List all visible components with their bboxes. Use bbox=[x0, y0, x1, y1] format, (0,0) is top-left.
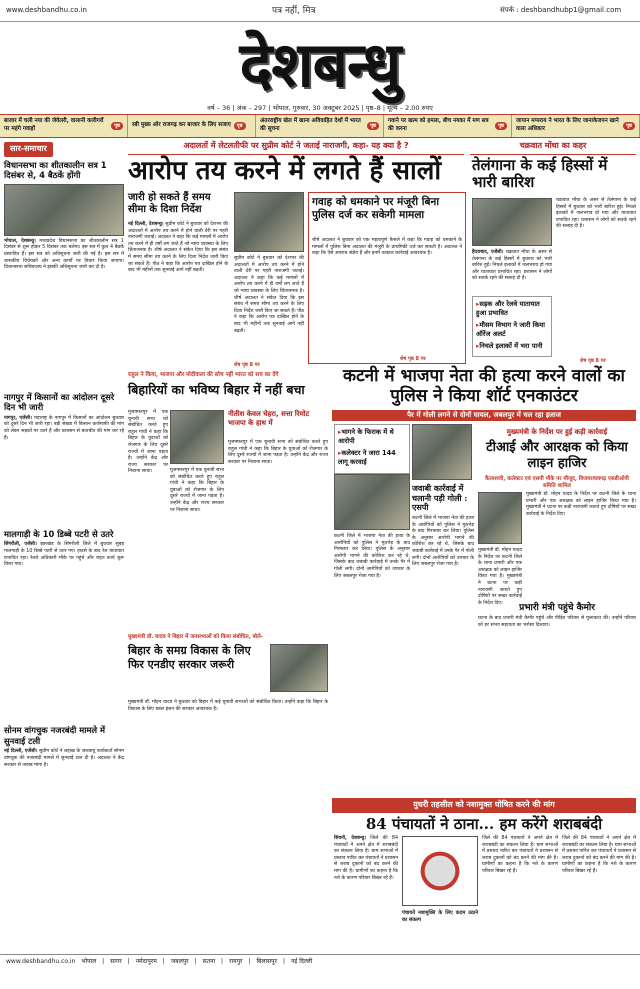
lead-headline[interactable]: आरोप तय करने में लगते हैं सालों bbox=[128, 156, 442, 186]
footer-city: सतना bbox=[202, 958, 216, 966]
teaser-item[interactable]: अंतरराष्ट्रीय खेल में खाना अविवाहित देशों में भारत की सूचना पृष्ठ bbox=[256, 115, 384, 137]
teaser-item[interactable]: बाजार में चली नया की जेवेलरी, वालानी कारीगरों पर महंगे गवाहों पृष्ठ bbox=[0, 115, 128, 137]
bihar-kicker: राहुल ने किया, भाजपा और मोदीवाला की सोच नहीं भारत को सच का देंगे bbox=[128, 372, 279, 378]
cm-kicker: मुख्यमंत्री के निर्देश पर हुई कड़ी कार्रवाई bbox=[506, 428, 608, 436]
bullet-item: ▸ मौसम विभाग ने जारी किया ऑरेंज अलर्ट bbox=[476, 321, 548, 339]
lead-subhead: जारी हो सकते हैं समय सीमा के दिशा निर्देश bbox=[128, 192, 211, 215]
supreme-court-photo bbox=[234, 192, 304, 252]
lead-body-col1: नई दिल्ली, देशबन्धु। सुप्रीम कोर्ट ने बुधवार को देशभर की अदालतों में आरोप तय करने में होने वाली देरी पर गहरी नाराजगी जताई। अदालत ने कहा कि कई मामलों में आरोप तय करने में ही वर्षों लग जाते हैं जो न्याय व्यवस्था के लिए चिंताजनक है। शीर्ष अदालत ने संकेत दिया कि इस संबंध में समय सीमा तय करने के लिए दिशा निर्देश जारी किए जा सकते हैं। पीठ ने कहा कि आरोप पत्र दाखिल होने के बाद भी महीनों तक सुनवाई आगे नहीं बढ़ती। bbox=[128, 222, 229, 274]
bihar2-body: मुख्यमंत्री डॉ. मोहन यादव ने बुधवार को बिहार में कई चुनावी सभाओं को संबोधित किया। उन्होंने कहा कि बिहार के विकास के लिए डबल इंजन की सरकार आवश्यक है। bbox=[128, 700, 328, 712]
witness-headline[interactable]: गवाह को धमकाने पर मंजूरी बिना पुलिस दर्ज कर सकेगी मामला bbox=[312, 196, 440, 222]
brief-title[interactable]: नागपुर में किसानों का आंदोलन दूसरे दिन भी जारी bbox=[4, 391, 115, 413]
brief-body: सुप्रीम कोर्ट ने लद्दाख के जलवायु कार्यकर्ता सोनम वांगचुक की नजरबंदी मामले में सुनवाई टाल दी है। अदालत ने केंद्र सरकार से जवाब मांगा है। bbox=[4, 749, 124, 768]
katni-body-col2: कटनी जिले में भाजपा नेता की हत्या के आरोपियों को पुलिस ने मुठभेड़ के बाद गिरफ्तार कर लिया। पुलिस के अनुसार आरोपी भागने की कोशिश कर रहे थे, जिसके बाद जवाबी कार्रवाई में उनके पैर में गोली लगी। दोनों आरोपियों को उपचार के लिए जबलपुर भेजा गया है। bbox=[412, 516, 474, 568]
bihar-body-col2: मुजफ्फरपुर में एक चुनावी सभा को संबोधित करते हुए राहुल गांधी ने कहा कि बिहार के युवाओं को रोजगार के लिए दूसरे राज्यों में जाना पड़ता है। उन्होंने केंद्र और राज्य सरकार पर निशाना साधा। bbox=[170, 468, 224, 513]
telangana-headline[interactable]: तेलंगाना के कई हिस्सों में भारी बारिश bbox=[472, 156, 608, 192]
liquor-body-col1: सिवनी, देशबन्धु। जिले की 84 पंचायतों ने अपने क्षेत्र में शराबबंदी का संकल्प लिया है। ग्राम सभाओं में प्रस्ताव पारित कर पंचायतों ने प्रशासन से शराब दुकानों को बंद करने की मांग की है। ग्रामीणों का कहना है कि नशे के कारण परिवार बिखर रहे हैं। bbox=[334, 836, 398, 881]
katni-photo-1 bbox=[412, 424, 472, 480]
footer-website[interactable]: www.deshbandhu.co.in bbox=[6, 958, 76, 966]
footer-city: नर्मदापुरम bbox=[135, 958, 157, 966]
telangana-body: हैदराबाद, एजेंसी। चक्रवात मोंथा के असर से तेलंगाना के कई हिस्सों में बुधवार को भारी बारिश हुई। निचले इलाकों में जलभराव हो गया और यातायात प्रभावित रहा। प्रशासन ने लोगों को सतर्क रहने की सलाह दी है। bbox=[472, 250, 552, 282]
katni-photo-2 bbox=[334, 474, 410, 530]
bullet-item: ▸ भागने के फिराक में थे आरोपी bbox=[338, 428, 406, 446]
footer-city: भोपाल bbox=[81, 958, 97, 966]
cm-sub-body: घटना के बाद प्रभारी मंत्री कैमोर पहुंचे और पीड़ित परिवार से मुलाकात की। उन्होंने परिवार को हर संभव सहायता का भरोसा दिलाया। bbox=[478, 616, 636, 628]
sidebar-header: सार-समाचार bbox=[4, 142, 53, 157]
cm-body: मुख्यमंत्री डॉ. मोहन यादव के निर्देश पर कटनी जिले के थाना प्रभारी और एक आरक्षक को लाइन हाजिर किया गया है। मुख्यमंत्री ने घटना पर कड़ी नाराजगी जताते हुए दोषियों पर सख्त कार्रवाई के निर्देश दिए। bbox=[526, 492, 636, 517]
contact-email[interactable]: संपर्क : deshbandhubp1@gmail.com bbox=[500, 6, 622, 14]
rahul-photo bbox=[170, 410, 224, 464]
katni-headline[interactable]: कटनी में भाजपा नेता की हत्या करने वालों का पुलिस ने किया शॉर्ट एनकाउंटर bbox=[343, 366, 625, 407]
cm-photo bbox=[478, 492, 522, 544]
bihar-pullquote: नीतीश केवल चेहरा, सत्ता रिमोट भाजपा के हाथ में bbox=[228, 410, 310, 427]
liquor-body-col4: जिले की 84 पंचायतों ने अपने क्षेत्र में शराबबंदी का संकल्प लिया है। ग्राम सभाओं में प्रस्ताव पारित कर पंचायतों ने प्रशासन से शराब दुकानों को बंद करने की मांग की है। ग्रामीणों का कहना है कि नशे के कारण परिवार बिखर रहे हैं। bbox=[562, 836, 636, 875]
cm-bihar-photo bbox=[270, 644, 328, 692]
liquor-caption: पंचायतें नशामुक्ति के लिए कदम उठाने का संकल्प bbox=[402, 910, 478, 923]
liquor-headline[interactable]: 84 पंचायतों ने ठाना... हम करेंगे शराबबंदी bbox=[365, 815, 603, 833]
cm-subhead: प्रभारी मंत्री पहुंचे कैमोर bbox=[519, 603, 595, 613]
witness-continued[interactable]: शेष पृष्ठ 8 पर bbox=[400, 356, 426, 362]
footer-city: बिलासपुर bbox=[256, 958, 277, 966]
bullet-item: ▸ निचले इलाकों में भरा पानी bbox=[476, 342, 548, 351]
no-liquor-graphic bbox=[402, 836, 478, 906]
bihar-headline[interactable]: बिहारियों का भविष्य बिहार में नहीं बचा bbox=[128, 382, 305, 397]
lead-kicker: अदालतों में लेटलतीफी पर सुप्रीम कोर्ट ने जताई नाराजगी, कहा- यह क्या है ? bbox=[183, 141, 409, 150]
teaser-bar bbox=[0, 114, 640, 138]
brief-title[interactable]: विधानसभा का शीतकालीन सत्र 1 दिसंबर से, 4 बैठकें होंगी bbox=[4, 159, 107, 181]
liquor-kicker: युधरी तहसील को नशामुक्त घोषित करने की मांग bbox=[332, 798, 636, 813]
sidebar-briefs: सार-समाचार विधानसभा का शीतकालीन सत्र 1 दिसंबर से, 4 बैठकें होंगी भोपाल, देशबन्धु। मध्यप्रदेश विधानसभा का शीतकालीन सत्र 1 दिसंबर से शुरू होकर 5 दिसंबर तक चलेगा। इस सत्र में कुल 4 बैठकें प्रस्तावित हैं। इस सत्र को अधिसूचना जारी की गई है। इस सत्र में शासकीय विधेयकों और अन्य कार्यों पर विचार किया जाएगा। विधानसभा सचिवालय ने इसकी अधिसूचना जारी कर दी है। नागपुर में किसानों का आंदोलन दूसरे दिन भी जारी नागपुर, एजेंसी। महाराष्ट्र के नागपुर में किसानों का आंदोलन बुधवार को दूसरे दिन भी जारी रहा। बड़ी संख्या में किसान कर्जमाफी की मांग को लेकर सड़कों पर उतरे हैं और प्रशासन से बातचीत की मांग कर रहे हैं। मालगाड़ी के 10 डिब्बे पटरी से उतरे सिंगरौली, एजेंसी। झारखंड के सिंगरौली जिले में बुधवार सुबह मालगाड़ी के 10 डिब्बे पटरी से उतर गए। हादसे के बाद रेल यातायात प्रभावित रहा। रेलवे अधिकारी मौके पर पहुंचे और राहत कार्य शुरू किया गया। सोनम वांगचुक नजरबंदी मामले में सुनवाई टली नई दिल्ली, एजेंसी। सुप्रीम कोर्ट ने लद्दाख के जलवायु कार्यकर्ता सोनम वांगचुक की नजरबंदी मामले में सुनवाई टाल दी है। अदालत ने केंद्र सरकार से जवाब मांगा है। bbox=[4, 144, 124, 768]
lead-continued[interactable]: शेष पृष्ठ 8 पर bbox=[234, 362, 260, 368]
katni-strap: पैर में गोली लगने से दोनों घायल, जबलपुर में चल रहा इलाज bbox=[332, 410, 636, 421]
brief-body: महाराष्ट्र के नागपुर में किसानों का आंदोलन बुधवार को दूसरे दिन भी जारी रहा। बड़ी संख्या में किसान कर्जमाफी की मांग को लेकर सड़कों पर उतरे हैं और प्रशासन से बातचीत की मांग कर रहे हैं। bbox=[4, 415, 124, 441]
bihar-body-col1: मुजफ्फरपुर में एक चुनावी सभा को संबोधित करते हुए राहुल गांधी ने कहा कि बिहार के युवाओं को रोजगार के लिए दूसरे राज्यों में जाना पड़ता है। उन्होंने केंद्र और राज्य सरकार पर निशाना साधा। bbox=[128, 410, 168, 475]
witness-body: शीर्ष अदालत ने बुधवार को एक महत्वपूर्ण फैसले में कहा कि गवाह को धमकाने के मामलों में पुलिस बिना अदालत की मंजूरी के प्राथमिकी दर्ज कर सकती है। अदालत ने कहा कि ऐसे अपराध संज्ञेय हैं और इनमें तत्काल कार्रवाई आवश्यक है। bbox=[312, 238, 462, 257]
brief-title[interactable]: सोनम वांगचुक नजरबंदी मामले में सुनवाई टली bbox=[4, 725, 105, 746]
brief-body: झारखंड के सिंगरौली जिले में बुधवार सुबह मालगाड़ी के 10 डिब्बे पटरी से उतर गए। हादसे के बाद रेल यातायात प्रभावित रहा। रेलवे अधिकारी मौके पर पहुंचे और राहत कार्य शुरू किया गया। bbox=[4, 542, 124, 568]
lead-body-col2: सुप्रीम कोर्ट ने बुधवार को देशभर की अदालतों में आरोप तय करने में होने वाली देरी पर गहरी नाराजगी जताई। अदालत ने कहा कि कई मामलों में आरोप तय करने में ही वर्षों लग जाते हैं जो न्याय व्यवस्था के लिए चिंताजनक है। शीर्ष अदालत ने संकेत दिया कि इस संबंध में समय सीमा तय करने के लिए दिशा निर्देश जारी किए जा सकते हैं। पीठ ने कहा कि आरोप पत्र दाखिल होने के बाद भी महीनों तक सुनवाई आगे नहीं बढ़ती। bbox=[234, 256, 304, 334]
footer-city: जबलपुर bbox=[170, 958, 189, 966]
teaser-item[interactable]: रबी मुख्य ओर राजगढ़ कर बाजार के लिए सजाए पृष्ठ bbox=[128, 115, 256, 137]
website-link[interactable]: www.deshbandhu.co.in bbox=[6, 6, 87, 14]
katni-caption: जवाबी कार्रवाई में चलानी पड़ी गोली : एसपी bbox=[412, 483, 468, 513]
assembly-photo bbox=[4, 184, 124, 236]
bihar-body-col3: मुजफ्फरपुर में एक चुनावी सभा को संबोधित करते हुए राहुल गांधी ने कहा कि बिहार के युवाओं को रोजगार के लिए दूसरे राज्यों में जाना पड़ता है। उन्होंने केंद्र और राज्य सरकार पर निशाना साधा। bbox=[228, 440, 328, 465]
bihar2-headline[interactable]: बिहार के समग्र विकास के लिए फिर एनडीए सरकार जरूरी bbox=[128, 644, 251, 671]
footer-bar: www.deshbandhu.co.in भोपाल | सागर | नर्मदापुरम | जबलपुर | सतना | रायपुर | बिलासपुर | नई दिल्ली bbox=[0, 954, 640, 970]
teaser-item[interactable]: गवाने पर खत्म को हमला, बीच नयका में मण सत्र की करना पृष्ठ bbox=[384, 115, 512, 137]
teaser-item[interactable]: जापान मप्पराय ने भारत के लिए जानाकेजपन खाने वाला अधिकार पृष्ठ bbox=[512, 115, 640, 137]
brand-name: देशबन्धु bbox=[239, 28, 401, 102]
footer-city: नई दिल्ली bbox=[291, 958, 313, 966]
cm-headline[interactable]: टीआई और आरक्षक को किया लाइन हाजिर bbox=[486, 440, 628, 471]
bihar2-kicker: मुख्यमंत्री डॉ. यादव ने बिहार में जनसभाओं को किया संबोधित, बोले- bbox=[128, 634, 263, 640]
telangana-body-col2: चक्रवात मोंथा के असर से तेलंगाना के कई हिस्सों में बुधवार को भारी बारिश हुई। निचले इलाकों में जलभराव हो गया और यातायात प्रभावित रहा। प्रशासन ने लोगों को सतर्क रहने की सलाह दी है। bbox=[556, 198, 636, 230]
cm-body-col1: मुख्यमंत्री डॉ. मोहन यादव के निर्देश पर कटनी जिले के थाना प्रभारी और एक आरक्षक को लाइन हाजिर किया गया है। मुख्यमंत्री ने घटना पर कड़ी नाराजगी जताते हुए दोषियों पर सख्त कार्रवाई के निर्देश दिए। bbox=[478, 548, 522, 606]
telangana-continued[interactable]: शेष पृष्ठ 8 पर bbox=[580, 358, 606, 364]
cm-strap: कैलाशजी, कलेक्टर एवं एसपी मौके पर मौजूद, विजयराघवगढ़ एसडीओपी समिति शामिल bbox=[485, 476, 629, 490]
edition-line: वर्ष – 36 | अंक – 297 | भोपाल, गुरुवार, 30 अक्टूबर 2025 | पृष्ठ–8 | मूल्य – 2.00 रुपए bbox=[207, 104, 433, 112]
footer-city: सागर bbox=[110, 958, 122, 966]
telangana-kicker: चक्रवात मोंथा का कहर bbox=[519, 141, 587, 150]
masthead-motto: पत्र नहीं, मित्र bbox=[272, 6, 316, 16]
bullet-item: ▸ कलेक्टर ने जारा 144 लागू करवाई bbox=[338, 449, 406, 467]
brief-body: मध्यप्रदेश विधानसभा का शीतकालीन सत्र 1 दिसंबर से शुरू होकर 5 दिसंबर तक चलेगा। इस सत्र में कुल 4 बैठकें प्रस्तावित हैं। इस सत्र को अधिसूचना जारी की गई है। इस सत्र में शासकीय विधेयकों और अन्य कार्यों पर विचार किया जाएगा। विधानसभा सचिवालय ने इसकी अधिसूचना जारी कर दी है। bbox=[4, 238, 124, 271]
newspaper-logo bbox=[120, 26, 520, 104]
katni-bullets bbox=[334, 424, 410, 474]
rain-photo bbox=[472, 198, 552, 246]
bullet-item: ▸ सड़क और रेलवे यातायात हुआ प्रभावित bbox=[476, 300, 548, 318]
liquor-body-col3: जिले की 84 पंचायतों ने अपने क्षेत्र में शराबबंदी का संकल्प लिया है। ग्राम सभाओं में प्रस्ताव पारित कर पंचायतों ने प्रशासन से शराब दुकानों को बंद करने की मांग की है। ग्रामीणों का कहना है कि नशे के कारण परिवार बिखर रहे हैं। bbox=[482, 836, 558, 875]
footer-city: रायपुर bbox=[229, 958, 243, 966]
telangana-bullets bbox=[472, 296, 552, 357]
brief-title[interactable]: मालगाड़ी के 10 डिब्बे पटरी से उतरे bbox=[4, 528, 114, 539]
katni-body-col1: कटनी जिले में भाजपा नेता की हत्या के आरोपियों को पुलिस ने मुठभेड़ के बाद गिरफ्तार कर लिया। पुलिस के अनुसार आरोपी भागने की कोशिश कर रहे थे, जिसके बाद जवाबी कार्रवाई में उनके पैर में गोली लगी। दोनों आरोपियों को उपचार के लिए जबलपुर भेजा गया है। bbox=[334, 534, 410, 579]
